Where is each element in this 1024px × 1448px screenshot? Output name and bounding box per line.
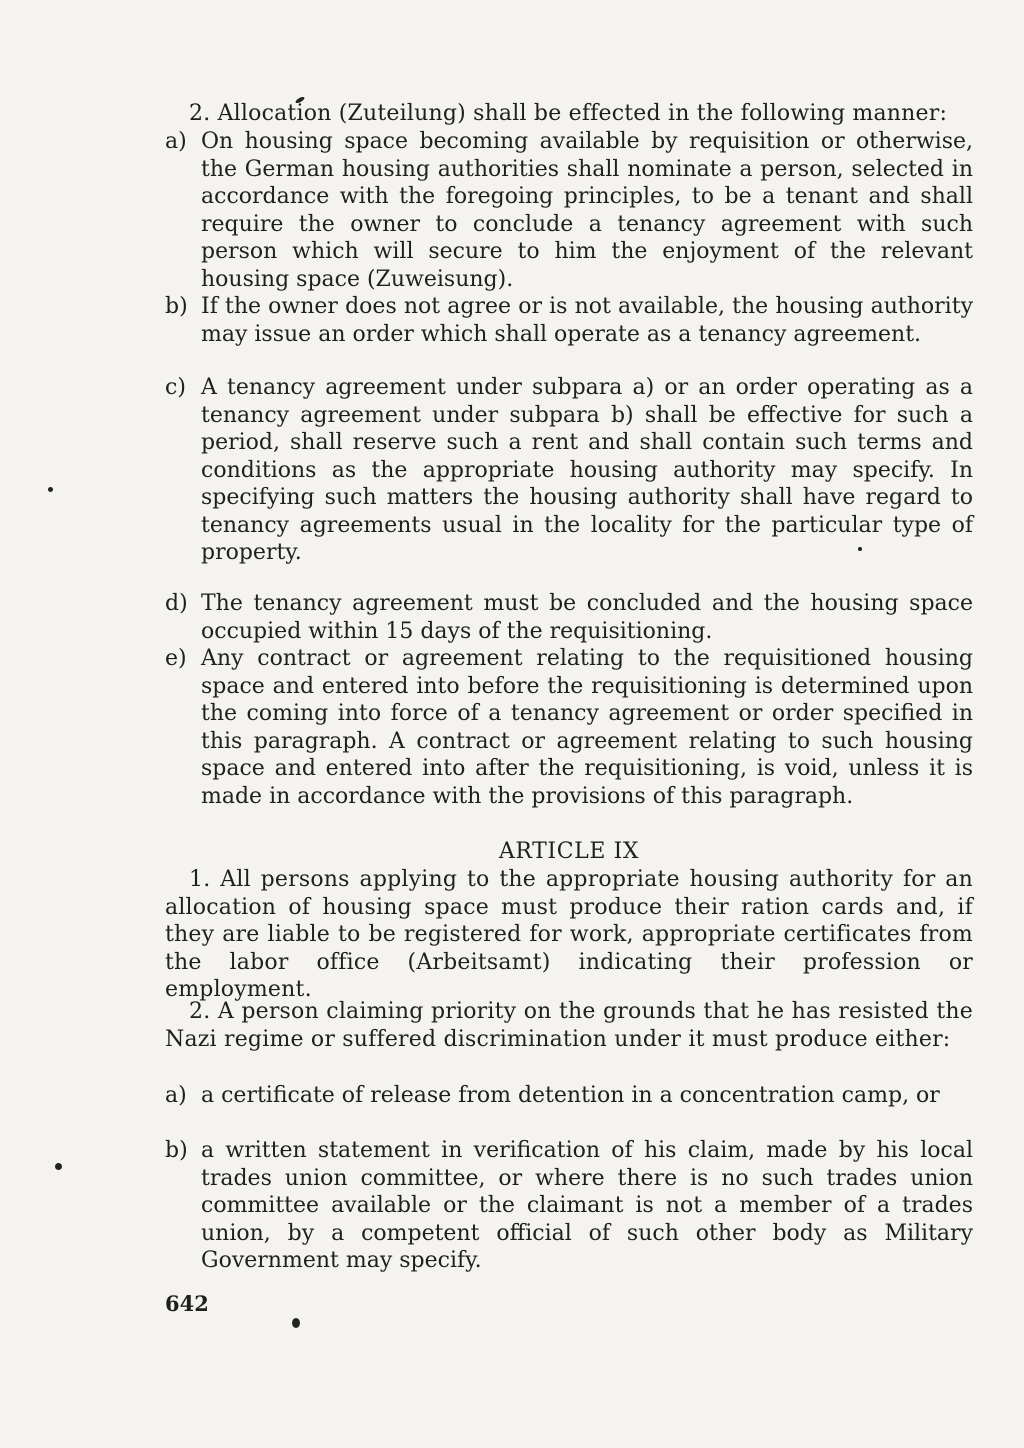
scan-speck [292,1318,300,1328]
item-text: A tenancy agreement under subpara a) or an order operating as a tenancy agreement under subpara b) shall be effective for such a period, shall reserve such a rent and shall contain such terms and conditions as the appropriate housing authority may specify. In specifying such matters the housing authority shall have regard to tenancy agreements usual in the locality for the particular type of property. [201,375,973,565]
item-label: d) [165,591,188,616]
item-label: b) [165,1138,188,1163]
item-label: a) [165,1083,187,1108]
item-b [165,293,973,348]
item-label: c) [165,375,186,400]
article-item-b [165,1137,973,1275]
item-c [165,374,973,567]
article-heading: ARTICLE IX [498,839,640,864]
item-label: a) [165,129,187,154]
item-text: If the owner does not agree or is not available, the housing authority may issue an order which shall operate as a tenancy agreement. [201,294,973,347]
scan-speck [48,487,53,492]
article-paragraph-2: 2. A person claiming priority on the grounds that he has resisted the Nazi regime or suffered discrimination under it must produce either: [165,999,973,1052]
page-number: 642 [165,1291,209,1316]
item-label: e) [165,646,187,671]
item-text: The tenancy agreement must be concluded and the housing space occupied within 15 days of the requisitioning. [201,591,973,644]
scan-speck [858,547,862,551]
item-label: b) [165,294,188,319]
article-item-a [165,1082,973,1110]
item-d [165,590,973,645]
item-e [165,645,973,810]
item-text: a written statement in verification of his claim, made by his local trades union committee, or where there is no such trades union committee available or the claimant is not a member of a trades union, by a competent official of such other body as Military Government may specify. [201,1138,973,1273]
paragraph-2-intro: 2. Allocation (Zuteilung) shall be effected in the following manner: [189,101,948,126]
item-text: On housing space becoming available by requisition or otherwise, the German housing authorities shall nominate a person, selected in accordance with the foregoing principles, to be a tenant and shall require the owner to conclude a tenancy agreement with such person which will secure to him the enjoyment of the relevant housing space (Zuweisung). [201,129,973,292]
item-text: a certificate of release from detention in a concentration camp, or [201,1083,940,1108]
article-paragraph-1: 1. All persons applying to the appropriate housing authority for an allocation of housing space must produce their ration cards and, if they are liable to be registered for work, appropriate certificates from the labor office (Arbeitsamt) indicating their profession or employment. [165,867,973,1002]
item-a [165,128,973,293]
scan-speck [55,1163,62,1170]
item-text: Any contract or agreement relating to the requisitioned housing space and entered into before the requisitioning is determined upon the coming into force of a tenancy agreement or order specified in this paragraph. A contract or agreement relating to such housing space and entered into after the requisitioning, is void, unless it is made in accordance with the provisions of this paragraph. [201,646,973,809]
